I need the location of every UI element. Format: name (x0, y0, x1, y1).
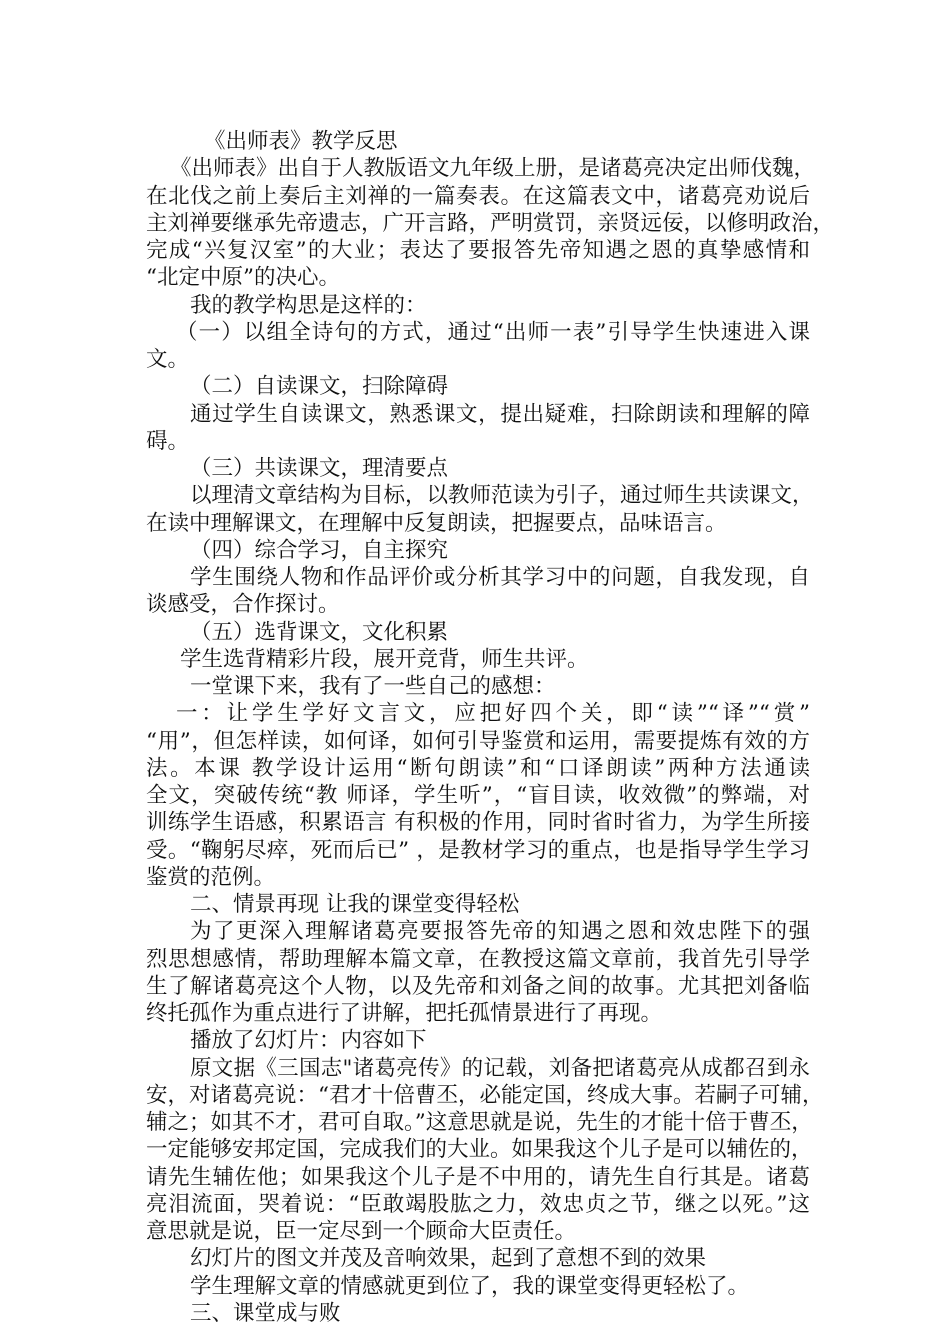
paragraph-line: 终托孤作为重点进行了讲解，把托孤情景进行了再现。 (146, 1001, 663, 1026)
section-heading: （五）选背课文，文化积累 (190, 620, 449, 645)
paragraph-line: 全文，突破传统“教 师译，学生听”，“盲目读，收效微”的弊端，对 (146, 783, 810, 808)
section-heading: （一）以组全诗句的方式，通过“出师一表”引导学生快速进入课 (176, 320, 810, 345)
paragraph-line: 一堂课下来，我有了一些自己的感想： (190, 674, 556, 699)
paragraph-line: “北定中原”的决心。 (146, 265, 340, 290)
section-heading: 二、情景再现 让我的课堂变得轻松 (190, 892, 520, 917)
paragraph-line: 主刘禅要继承先帝遗志，广开言路，严明赏罚，亲贤远佞，以修明政治， (146, 211, 835, 236)
paragraph-line: 文。 (146, 347, 190, 372)
paragraph-line: 意思就是说，臣一定尽到一个顾命大臣责任。 (146, 1219, 577, 1244)
paragraph-line: 通过学生自读课文，熟悉课文，提出疑难，扫除朗读和理解的障 (190, 402, 810, 427)
paragraph-line: 原文据《三国志"诸葛亮传》的记载，刘备把诸葛亮从成都召到永 (190, 1056, 810, 1081)
paragraph-line: 幻灯片的图文并茂及音响效果，起到了意想不到的效果 (190, 1246, 707, 1271)
paragraph-line: 谈感受，合作探讨。 (146, 592, 340, 617)
section-heading: （四）综合学习，自主探究 (190, 538, 449, 563)
paragraph-line: 《出师表》出自于人教版语文九年级上册，是诸葛亮决定出师伐魏， (170, 156, 816, 181)
paragraph-line: “用”，但怎样读，如何译，如何引导鉴赏和运用，需要提炼有效的方 (146, 729, 810, 754)
paragraph-line: 生了解诸葛亮这个人物，以及先帝和刘备之间的故事。尤其把刘备临 (146, 974, 810, 999)
paragraph-line: 在北伐之前上奏后主刘禅的一篇奏表。在这篇表文中，诸葛亮劝说后 (146, 184, 810, 209)
section-heading: 三、课堂成与败 (190, 1301, 341, 1326)
paragraph-line: 为了更深入理解诸葛亮要报答先帝的知遇之恩和效忠陛下的强 (190, 919, 810, 944)
paragraph-line: 学生选背精彩片段，展开竞背，师生共评。 (180, 647, 589, 672)
paragraph-line: 一：让学生学好文言文，应把好四个关，即“读”“译”“赏” (176, 701, 810, 726)
paragraph-line: 学生围绕人物和作品评价或分析其学习中的问题，自我发现，自 (190, 565, 810, 590)
paragraph-line: 一定能够安邦定国，完成我们的大业。如果我这个儿子是可以辅佐的， (146, 1137, 813, 1162)
section-heading: （三）共读课文，理清要点 (190, 456, 449, 481)
paragraph-line: 辅之；如其不才，君可自取。”这意思就是说，先生的才能十倍于曹丕， (146, 1110, 813, 1135)
paragraph-line: 碍。 (146, 429, 190, 454)
paragraph-line: 在读中理解课文，在理解中反复朗读，把握要点，品味语言。 (146, 511, 727, 536)
section-heading: （二）自读课文，扫除障碍 (190, 374, 449, 399)
paragraph-line: 安，对诸葛亮说：“君才十倍曹丕，必能定国，终成大事。若嗣子可辅， (146, 1083, 824, 1108)
paragraph-line: 亮泪流面，哭着说：“臣敢竭股肱之力，效忠贞之节，继之以死。”这 (146, 1192, 810, 1217)
paragraph-line: 烈思想感情，帮助理解本篇文章，在教授这篇文章前，我首先引导学 (146, 947, 810, 972)
paragraph-line: 播放了幻灯片：内容如下 (190, 1028, 427, 1053)
paragraph-line: 完成“兴复汉室”的大业；表达了要报答先帝知遇之恩的真挚感情和 (146, 238, 810, 263)
document-title: 《出师表》教学反思 (204, 129, 398, 154)
paragraph-line: 以理清文章结构为目标，以教师范读为引子，通过师生共读课文， (190, 483, 814, 508)
paragraph-line: 法。本课 教学设计运用“断句朗读”和“口译朗读”两种方法通读 (146, 756, 810, 781)
paragraph-line: 鉴赏的范例。 (146, 865, 276, 890)
paragraph-line: 受。“鞠躬尽瘁，死而后已” ，是教材学习的重点，也是指导学生学习 (146, 838, 810, 863)
paragraph-line: 我的教学构思是这样的： (190, 293, 427, 318)
paragraph-line: 请先生辅佐他；如果我这个儿子是不中用的，请先生自行其是。诸葛 (146, 1165, 810, 1190)
paragraph-line: 学生理解文章的情感就更到位了，我的课堂变得更轻松了。 (190, 1274, 750, 1299)
paragraph-line: 训练学生语感，积累语言 有积极的作用，同时省时省力，为学生所接 (146, 810, 810, 835)
